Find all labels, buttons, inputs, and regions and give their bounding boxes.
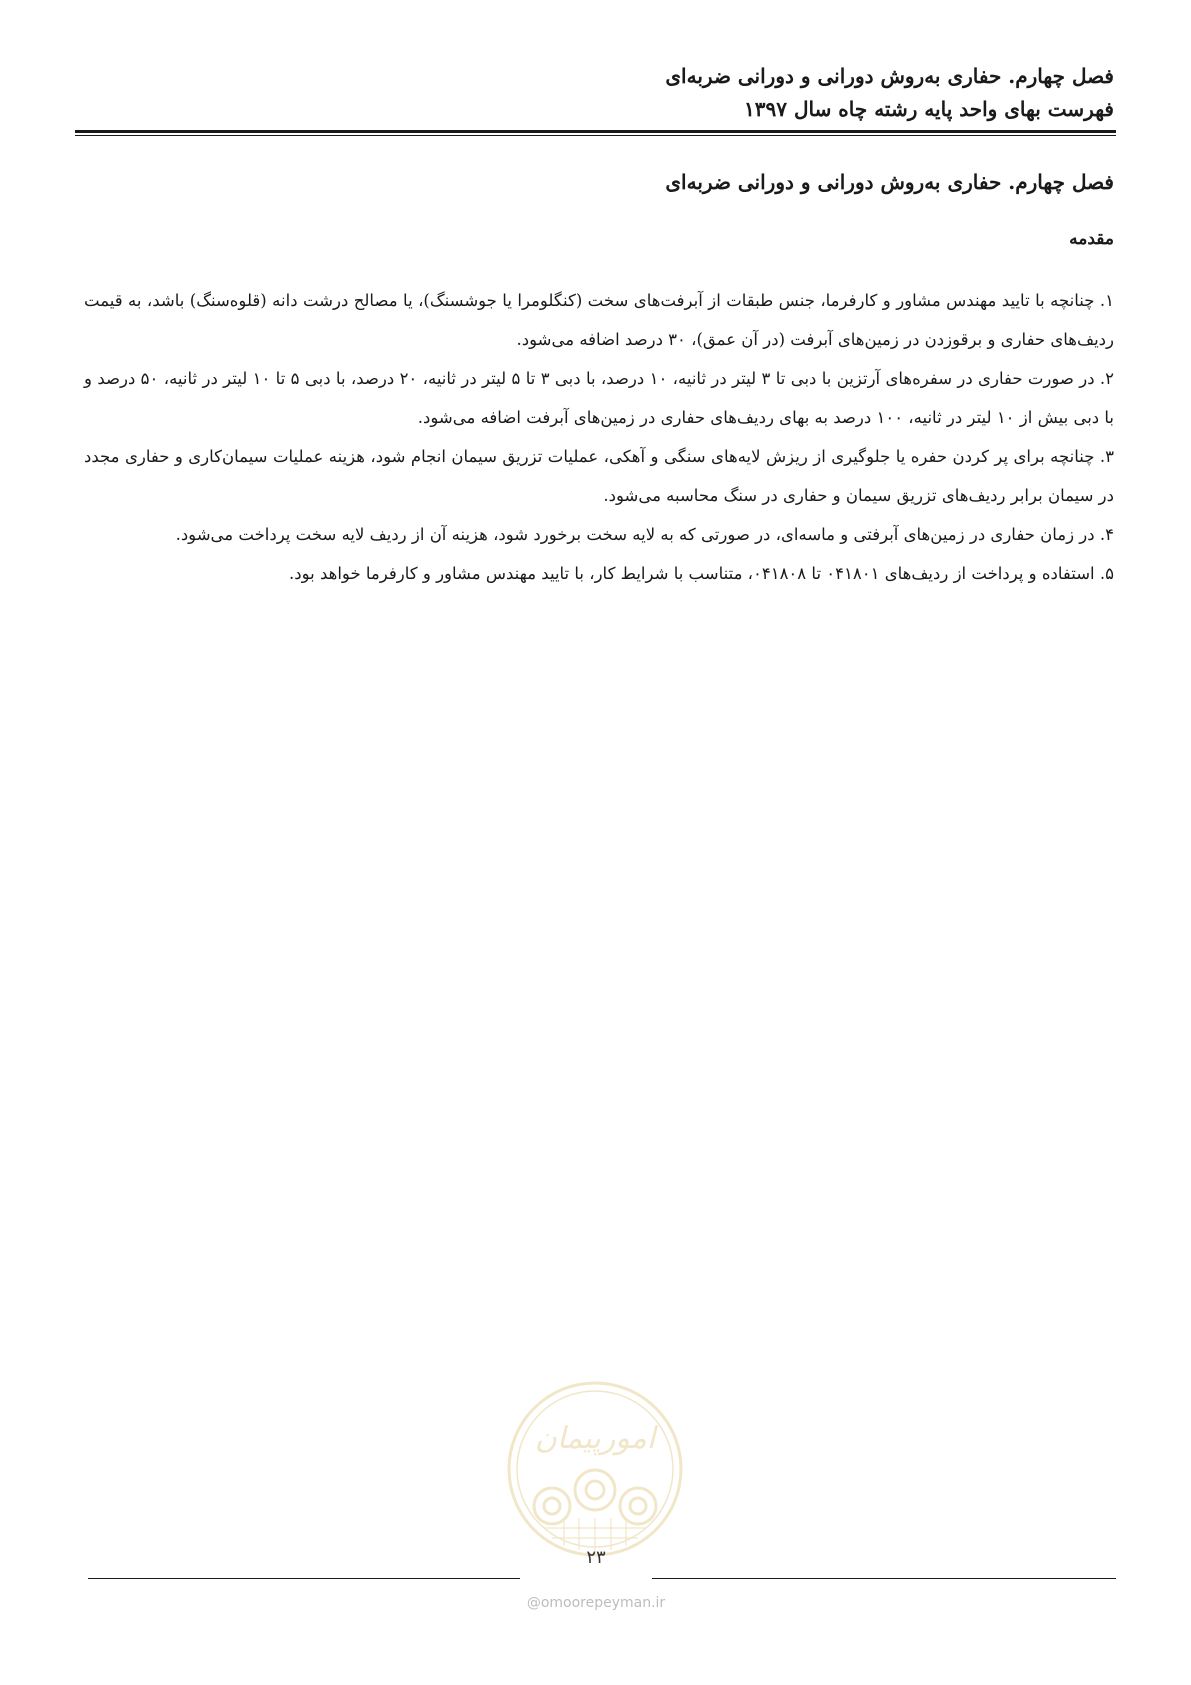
running-header-document: فهرست بهای واحد پایه رشته چاه سال ۱۳۹۷ xyxy=(744,97,1114,121)
list-item: ۵. استفاده و پرداخت از ردیف‌های ۰۴۱۸۰۱ تا ۰۴۱۸۰۸، متناسب با شرایط کار، با تایید مهندس مشاور و کارفرما خواهد بود. xyxy=(289,564,1114,583)
page-number: ۲۳ xyxy=(586,1547,606,1568)
running-header xyxy=(84,60,1114,126)
header-rule-thin xyxy=(75,135,1116,136)
item-list xyxy=(84,281,1114,593)
list-item: ۱. چنانچه با تایید مهندس مشاور و کارفرما، جنس طبقات از آبرفت‌های سخت (کنگلومرا یا جوشسنگ)، یا مصالح درشت دانه (قلوه‌سنگ) باشد، به قیمت ردیف‌های حفاری و برقوزدن در زمین‌های آبرفت (در آن عمق)، ۳۰ درصد اضافه می‌شود. xyxy=(84,291,1114,349)
footer-rule-right xyxy=(652,1578,1116,1579)
section-heading: مقدمه xyxy=(1069,229,1114,249)
watermark-logo xyxy=(504,1378,686,1560)
watermark-logo-text: امورپیمان xyxy=(534,1421,656,1456)
running-header-chapter: فصل چهارم. حفاری به‌روش دورانی و دورانی ضربه‌ای xyxy=(665,64,1114,88)
list-item: ۴. در زمان حفاری در زمین‌های آبرفتی و ماسه‌ای، در صورتی که به لایه سخت برخورد شود، هزینه آن از ردیف لایه سخت پرداخت می‌شود. xyxy=(175,525,1114,544)
watermark-gear-icons xyxy=(534,1470,656,1524)
list-item: ۳. چنانچه برای پر کردن حفره یا جلوگیری از ریزش لایه‌های سنگی و آهکی، عملیات تزریق سیمان انجام شود، هزینه عملیات سیمان‌کاری و حفاری مجدد در سیمان برابر ردیف‌های تزریق سیمان و حفاری در سنگ محاسبه می‌شود. xyxy=(84,447,1114,505)
footer-rule-left xyxy=(88,1578,520,1579)
list-item: ۲. در صورت حفاری در سفره‌های آرتزین با دبی تا ۳ لیتر در ثانیه، ۱۰ درصد، با دبی ۳ تا ۵ لیتر در ثانیه، ۲۰ درصد، با دبی ۵ تا ۱۰ لیتر در ثانیه، ۵۰ درصد و با دبی بیش از ۱۰ لیتر در ثانیه، ۱۰۰ درصد به بهای ردیف‌های حفاری در زمین‌های آبرفت اضافه می‌شود. xyxy=(84,369,1115,427)
chapter-title: فصل چهارم. حفاری به‌روش دورانی و دورانی ضربه‌ای xyxy=(665,170,1114,194)
header-rule-thick xyxy=(75,130,1116,133)
site-watermark-text: @omoorepeyman.ir xyxy=(526,1595,666,1611)
